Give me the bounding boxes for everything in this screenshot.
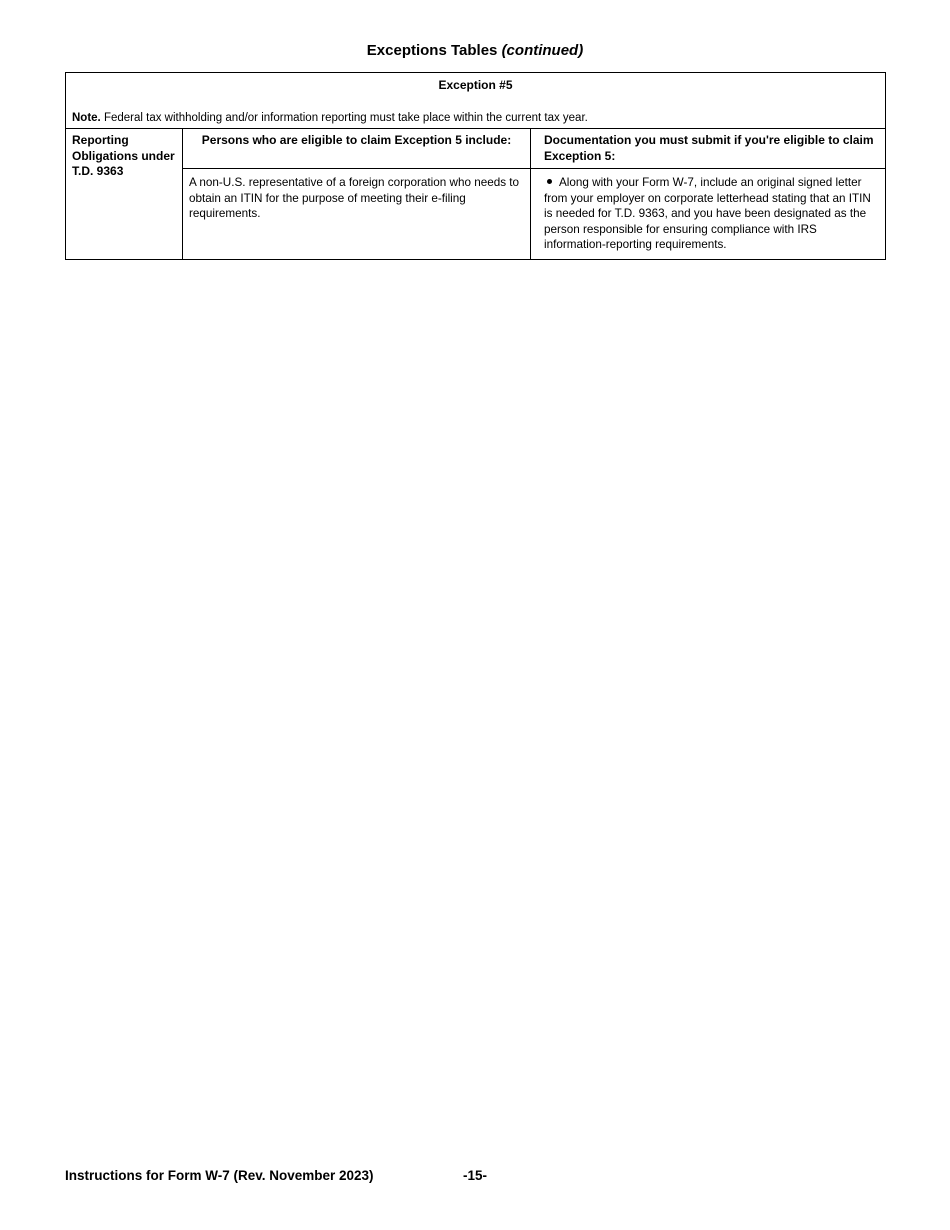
footer-page-number: -15- bbox=[463, 1168, 488, 1183]
table-row bbox=[66, 129, 886, 169]
column-header-who: Persons who are eligible to claim Exception 5 include: bbox=[183, 129, 531, 169]
exception-title: Exception #5 bbox=[438, 78, 513, 92]
category-cell: Reporting Obligations under T.D. 9363 bbox=[66, 129, 183, 260]
who-cell: A non-U.S. representative of a foreign corporation who needs to obtain an ITIN for the purpose of meeting their e-filing requirements. bbox=[183, 169, 531, 260]
documentation-text: Along with your Form W-7, include an original signed letter from your employer on corporate letterhead stating that an ITIN is needed for T.D. 9363, and you have been designated as the person responsible for ensuring compliance with IRS information-reporting requirements. bbox=[544, 176, 871, 251]
table-row bbox=[66, 169, 886, 260]
note-label: Note. bbox=[72, 111, 101, 124]
bullet-icon bbox=[547, 179, 552, 184]
page-title-continued: (continued) bbox=[501, 42, 584, 59]
column-header-documentation: Documentation you must submit if you're eligible to claim Exception 5: bbox=[531, 129, 886, 169]
documentation-cell bbox=[531, 169, 886, 260]
exception-note bbox=[72, 111, 879, 127]
table-header-row bbox=[66, 73, 886, 129]
page-title bbox=[0, 42, 950, 60]
exception-5-table bbox=[65, 72, 886, 260]
note-text: Federal tax withholding and/or information reporting must take place within the current tax year. bbox=[100, 111, 588, 124]
page-title-text: Exceptions Tables bbox=[366, 42, 498, 59]
exception-header-cell bbox=[66, 73, 886, 129]
footer-form-label: Instructions for Form W-7 (Rev. November 2023) bbox=[65, 1168, 374, 1183]
